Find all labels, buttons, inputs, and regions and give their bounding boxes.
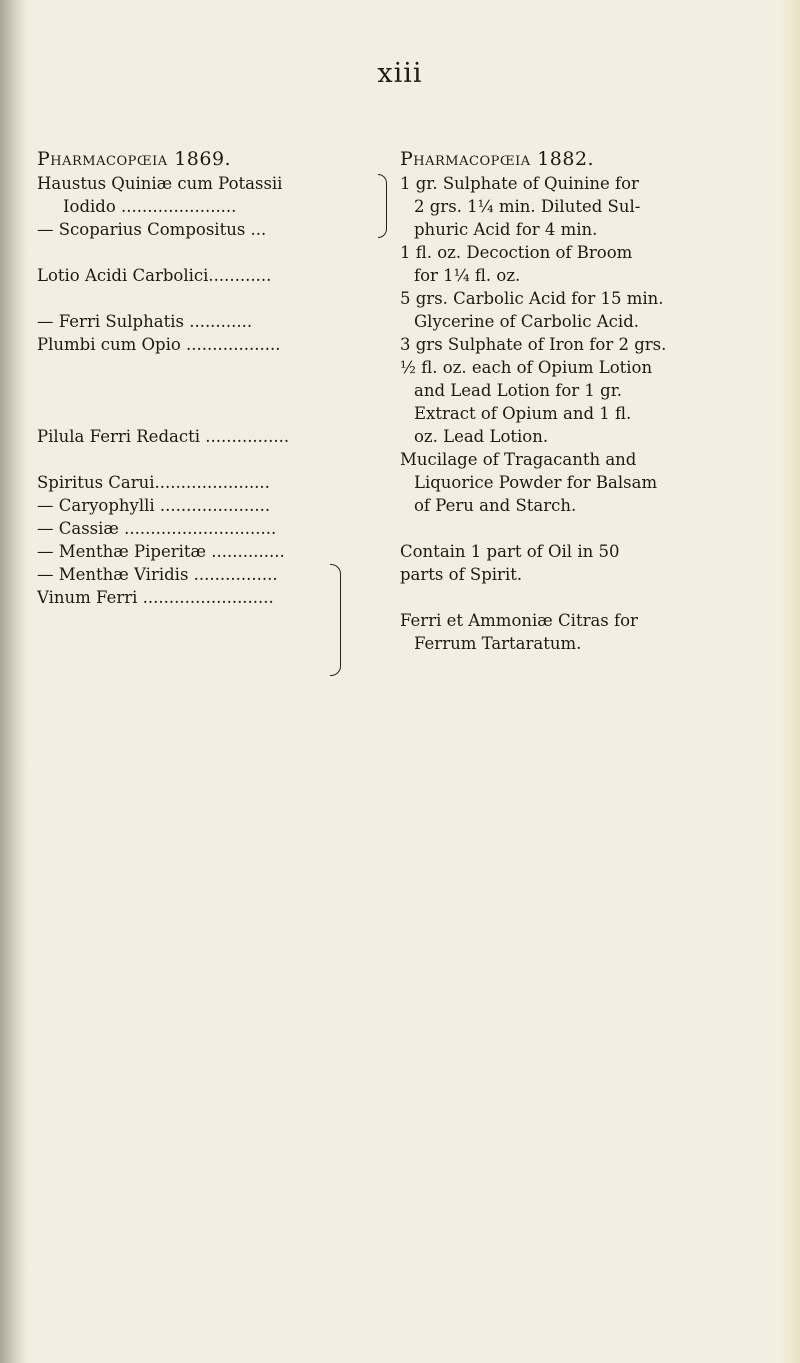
entry-pilula-desc-3: of Peru and Starch. — [414, 496, 577, 515]
entry-haustus-line1: Haustus Quiniæ cum Potassii — [37, 174, 283, 193]
entry-spiritus-desc-1: Contain 1 part of Oil in 50 — [400, 542, 620, 561]
entry-lotio-desc-2: Glycerine of Carbolic Acid. — [414, 312, 639, 331]
entry-pilula-ferri: Pilula Ferri Redacti ................ — [37, 427, 290, 446]
entry-vinum-desc-1: Ferri et Ammoniæ Citras for — [400, 611, 638, 630]
right-column — [400, 172, 780, 655]
entry-ferri-sulphatis: — Ferri Sulphatis ............ — [37, 312, 253, 331]
entry-haustus-desc-2: 2 grs. 1¼ min. Diluted Sul- — [414, 197, 641, 216]
entry-cassiae: — Cassiæ ............................. — [37, 519, 277, 538]
page-gutter-shadow — [0, 0, 28, 1363]
entry-caryophylli: — Caryophylli ..................... — [37, 496, 271, 515]
entry-lotio-carbolici: Lotio Acidi Carbolici............ — [37, 266, 272, 285]
entry-ferri-plumbi-desc-1: 3 grs Sulphate of Iron for 2 grs. — [400, 335, 667, 354]
entry-menthae-piperitae: — Menthæ Piperitæ .............. — [37, 542, 285, 561]
entry-plumbi-opio: Plumbi cum Opio .................. — [37, 335, 281, 354]
entry-scoparius-desc-2: for 1¼ fl. oz. — [414, 266, 521, 285]
entry-spiritus-desc-2: parts of Spirit. — [400, 565, 523, 584]
entry-haustus-desc-1: 1 gr. Sulphate of Quinine for — [400, 174, 639, 193]
entry-pilula-desc-2: Liquorice Powder for Balsam — [414, 473, 658, 492]
entry-ferri-plumbi-desc-5: oz. Lead Lotion. — [414, 427, 549, 446]
entry-ferri-plumbi-desc-4: Extract of Opium and 1 fl. — [414, 404, 632, 423]
left-column-header: Pharmacopœia 1869. — [37, 148, 232, 170]
page-edge — [780, 0, 800, 1363]
entry-menthae-viridis: — Menthæ Viridis ................ — [37, 565, 278, 584]
entry-scoparius-desc-1: 1 fl. oz. Decoction of Broom — [400, 243, 633, 262]
entry-pilula-desc-1: Mucilage of Tragacanth and — [400, 450, 637, 469]
right-column-header: Pharmacopœia 1882. — [400, 148, 595, 170]
entry-haustus-line2: Iodido ...................... — [63, 197, 237, 216]
entry-ferri-plumbi-desc-3: and Lead Lotion for 1 gr. — [414, 381, 623, 400]
entry-scoparius: — Scoparius Compositus ... — [37, 220, 267, 239]
entry-vinum-ferri: Vinum Ferri ......................... — [37, 588, 274, 607]
left-column — [37, 172, 397, 609]
page-number: xiii — [377, 58, 423, 89]
entry-ferri-plumbi-desc-2: ½ fl. oz. each of Opium Lotion — [400, 358, 653, 377]
brace-spiritus — [330, 564, 341, 676]
entry-lotio-desc-1: 5 grs. Carbolic Acid for 15 min. — [400, 289, 664, 308]
entry-spiritus-carui: Spiritus Carui...................... — [37, 473, 270, 492]
entry-vinum-desc-2: Ferrum Tartaratum. — [414, 634, 582, 653]
entry-haustus-desc-3: phuric Acid for 4 min. — [414, 220, 598, 239]
brace-haustus — [378, 174, 387, 238]
